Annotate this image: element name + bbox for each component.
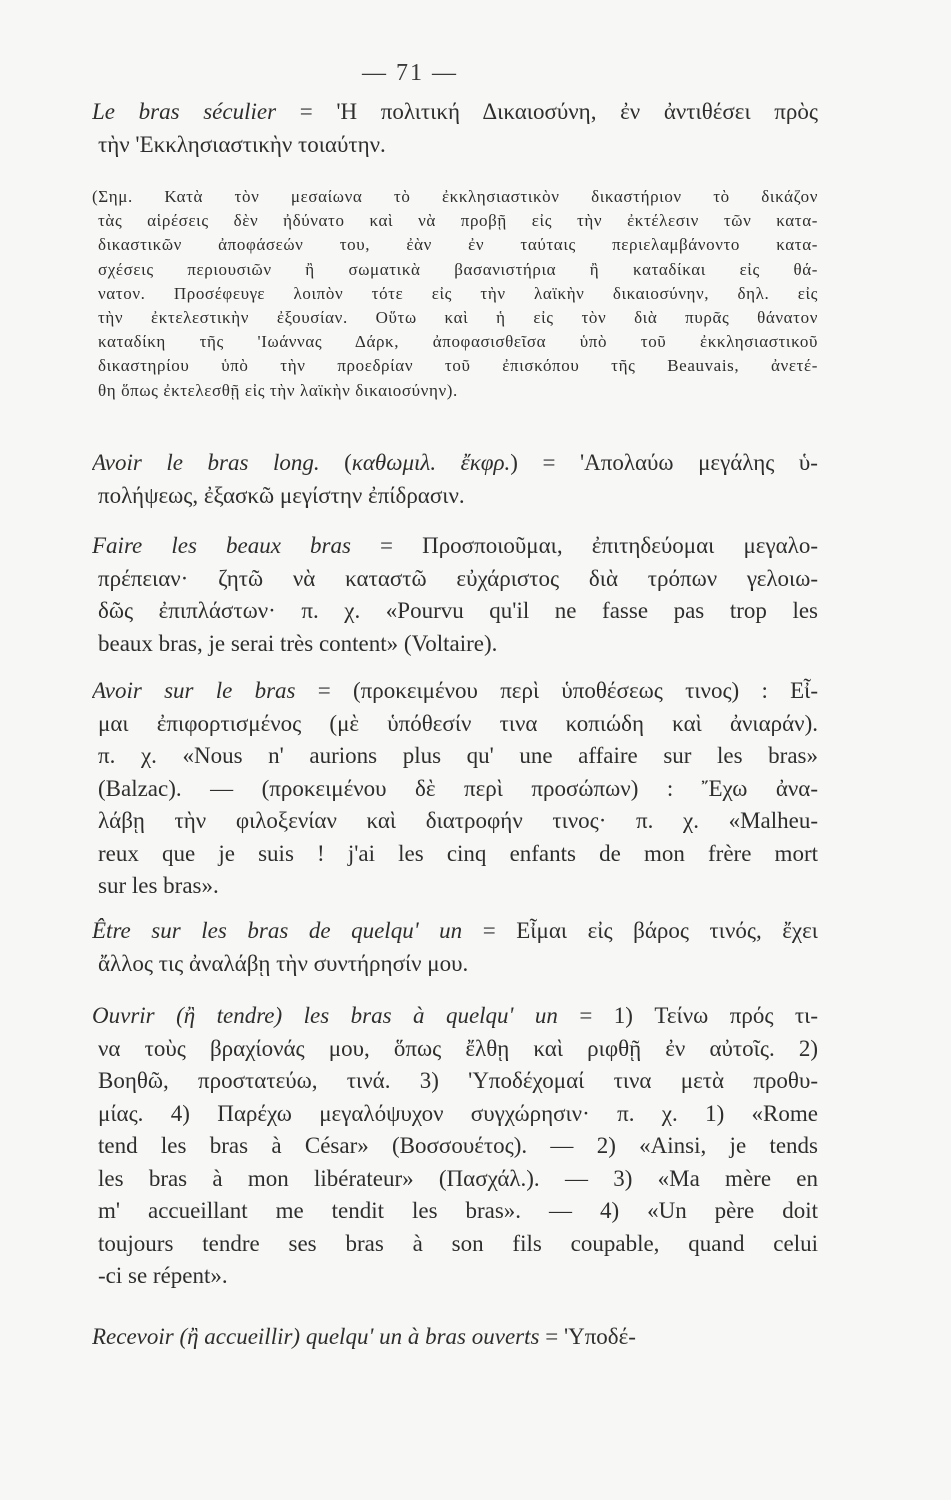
text-line [98,740,818,773]
text-line [98,480,818,513]
entry-avoir-sur-le-bras [92,675,818,903]
text-segment: ) = 'Απολαύω μεγάλης ὑ- [510,450,818,475]
text-line [98,1260,818,1293]
italic-headword: Le bras séculier [92,99,277,124]
italic-headword: Faire les beaux bras [92,533,351,558]
italic-headword: Avoir le bras long. [92,450,320,475]
italic-headword: Être sur les bras de quelqu' un [92,918,463,943]
text-segment: = 1) Τείνω πρός τι- [557,1003,818,1028]
text-segment: = (προκειμένου περὶ ὑποθέσεως τινος) : Εἶ- [295,678,818,703]
italic-headword: καθωμιλ. ἔκφρ. [351,450,511,475]
text-line [98,1163,818,1196]
text-segment: (Σημ. Κατὰ τὸν μεσαίωνα τὸ ἐκκλησιαστικὸν δικαστήριον τὸ δικάζον [92,187,818,206]
text-line [98,233,818,257]
text-line [92,447,818,480]
text-segment: δικαστηρίου ὑπὸ τὴν προεδρίαν τοῦ ἐπισκόπου τῆς Beauvais, ἀνετέ- [98,356,818,376]
text-segment: ( [319,450,352,475]
text-segment: θη ὅπως ἐκτελεσθῇ εἰς τὴν λαϊκὴν δικαιοσύνην). [98,380,458,400]
text-line [92,185,818,209]
italic-headword: Avoir sur le bras [92,678,296,703]
text-segment: να τοὺς βραχίονάς μου, ὅπως ἔλθῃ καὶ ριφθῇ ἐν αὐτοῖς. 2) [98,1035,818,1061]
text-line [98,129,818,162]
text-line [98,282,818,306]
text-segment: δῶς ἐπιπλάστων· π. χ. «Pourvu qu'il ne fasse pas trop les [98,598,818,623]
text-line [98,838,818,871]
text-segment: νατον. Προσέφευγε λοιπὸν τότε εἰς τὴν λαϊκὴν δικαιοσύνην, δηλ. εἰς [98,283,818,303]
page-number: — 71 — [362,60,458,86]
entry-avoir-le-bras-long [92,447,818,512]
text-line [98,1065,818,1098]
text-line [98,354,818,378]
text-line [98,563,818,596]
text-line [98,1195,818,1228]
text-segment: = 'Υποδέ- [539,1324,636,1349]
text-line [98,1130,818,1163]
text-line [98,1098,818,1131]
text-segment: sur les bras». [98,873,219,898]
text-line [98,595,818,628]
text-line [98,306,818,330]
entry-historical-note [92,185,818,403]
text-segment: reux que je suis ! j'ai les cinq enfants de mon frère mort [98,840,818,866]
text-line [98,1228,818,1261]
text-line [98,948,818,981]
text-line [98,870,818,903]
text-line [98,379,818,403]
text-segment: les bras à mon libérateur» (Πασχάλ.). — 3) «Ma mère en [98,1165,818,1191]
text-segment: = Εἶμαι εἰς βάρος τινός, ἔχει [462,918,818,943]
text-line [92,915,818,948]
text-segment: δικαστικῶν ἀποφάσεών του, ἐὰν ἐν ταύταις περιελαμβάνοντο κατα- [98,235,818,255]
text-segment: Βοηθῶ, προστατεύω, τινά. 3) 'Υποδέχομαί τινα μετὰ προθυ- [98,1068,818,1093]
text-segment: toujours tendre ses bras à son fils coupable, quand celui [98,1230,818,1256]
text-line [92,530,818,563]
text-segment: (Balzac). — (προκειμένου δὲ περὶ προσώπων) : Ἔχω ἀνα- [98,775,818,801]
entry-etre-sur-les-bras [92,915,818,980]
text-line [98,258,818,282]
entry-ouvrir-les-bras [92,1000,818,1293]
italic-headword: Recevoir (ἢ accueillir) quelqu' un à bras ouverts [92,1324,540,1349]
text-line [92,675,818,708]
text-segment: τὰς αἱρέσεις δὲν ἠδύνατο καὶ νὰ προβῇ εἰς τὴν ἐκτέλεσιν τῶν κατα- [98,211,818,231]
text-segment: τὴν 'Εκκλησιαστικὴν τοιαύτην. [98,131,386,157]
entry-recevoir-a-bras-ouverts [92,1321,818,1354]
text-segment: μίας. 4) Παρέχω μεγαλόψυχον συγχώρησιν· π. χ. 1) «Rome [98,1100,818,1126]
text-segment: beaux bras, je serai très content» (Voltaire). [98,630,498,656]
text-segment: m' accueillant me tendit les bras». — 4) «Un père doit [98,1198,818,1223]
text-line [98,1033,818,1066]
text-segment: λάβῃ τὴν φιλοξενίαν καὶ διατροφήν τινος· π. χ. «Malheu- [98,808,818,833]
text-line [98,330,818,354]
text-segment: σχέσεις περιουσιῶν ἢ σωματικὰ βασανιστήρια ἢ καταδίκαι εἰς θά- [98,259,818,279]
text-line [92,1000,818,1033]
text-segment: πολήψεως, ἐξασκῶ μεγίστην ἐπίδρασιν. [98,482,465,508]
text-line [98,708,818,741]
text-line [98,209,818,233]
text-segment: ἄλλος τις ἀναλάβῃ τὴν συντήρησίν μου. [98,950,469,976]
text-segment: tend les bras à César» (Βοσσουέτος). — 2) «Ainsi, je tends [98,1133,818,1158]
text-segment: π. χ. «Nous n' aurions plus qu' une affaire sur les bras» [98,743,818,768]
italic-headword: Ouvrir (ἢ tendre) les bras à quelqu' un [92,1003,558,1028]
text-line [92,1321,818,1354]
text-line [98,628,818,661]
text-segment: μαι ἐπιφορτισμένος (μὲ ὑπόθεσίν τινα κοπιώδη καὶ ἀνιαράν). [98,710,818,736]
text-line [92,96,818,129]
text-line [98,773,818,806]
text-segment: = 'Η πολιτική Δικαιοσύνη, ἐν ἀντιθέσει πρὸς [276,99,818,124]
text-segment: = Προσποιοῦμαι, ἐπιτηδεύομαι μεγαλο- [350,533,818,558]
text-segment: τὴν ἐκτελεστικὴν ἐξουσίαν. Οὕτω καὶ ἡ εἰς τὸν διὰ πυρᾶς θάνατον [98,308,818,328]
text-line [98,805,818,838]
text-segment: πρέπειαν· ζητῶ νὰ καταστῶ εὐχάριστος διὰ τρόπων γελοιω- [98,565,818,591]
entry-faire-les-beaux-bras [92,530,818,660]
entry-le-bras-seculier [92,96,818,161]
text-segment: καταδίκη τῆς 'Ιωάννας Δάρκ, ἀποφασισθεῖσα ὑπὸ τοῦ ἐκκλησιαστικοῦ [98,332,818,352]
text-segment: -ci se répent». [98,1263,228,1288]
